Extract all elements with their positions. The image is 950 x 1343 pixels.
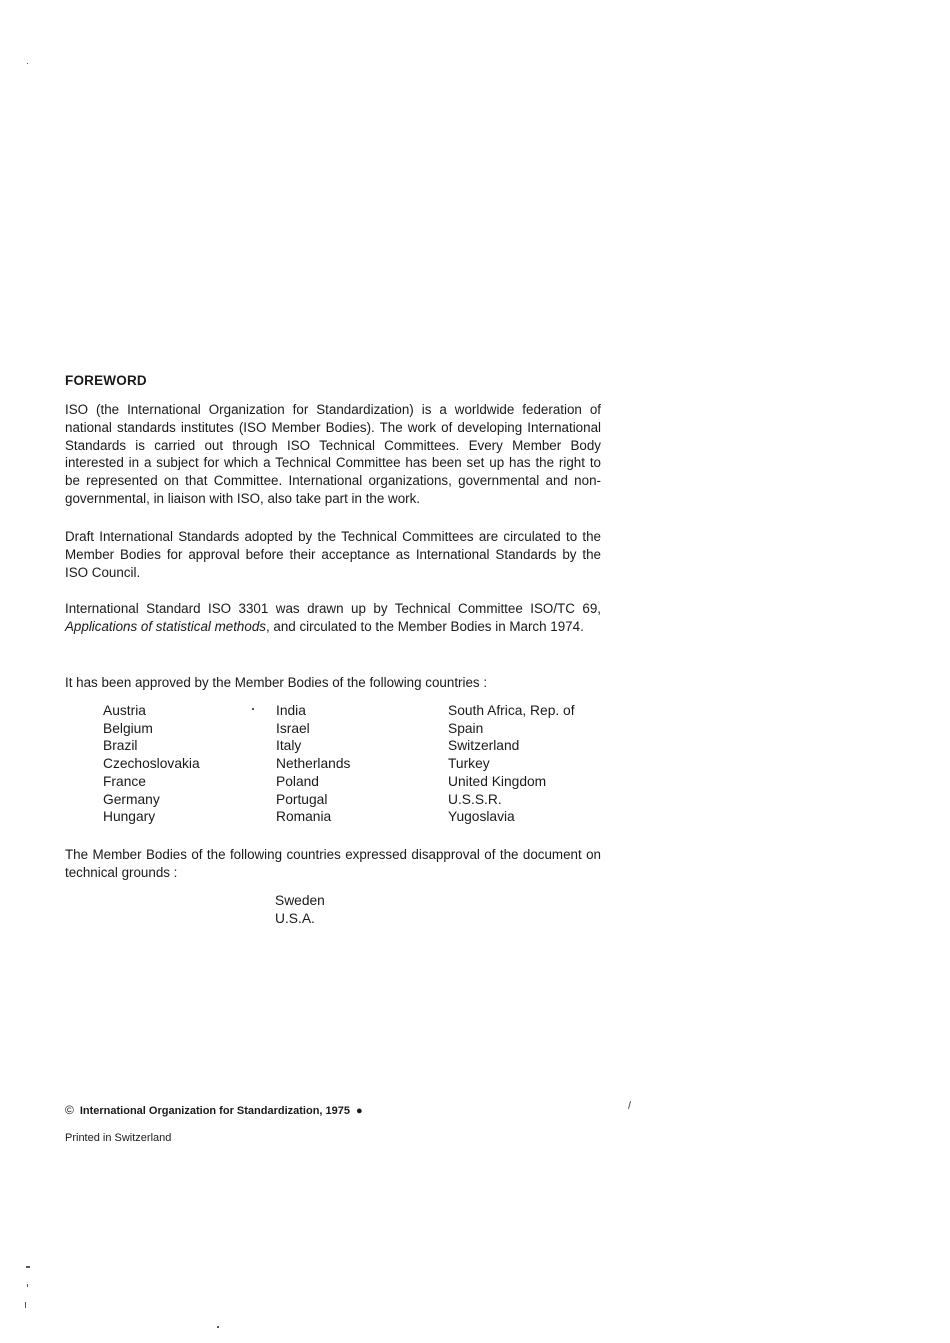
copyright-text: International Organization for Standardization, 1975 xyxy=(79,1105,350,1117)
country-item: Poland xyxy=(276,773,319,789)
printed-in-note: Printed in Switzerland xyxy=(65,1132,172,1144)
scan-speck xyxy=(628,1101,631,1109)
country-item: Sweden xyxy=(275,893,325,908)
country-item: Romania xyxy=(276,809,332,825)
country-item: South Africa, Rep. of xyxy=(448,703,575,718)
country-item: France xyxy=(103,773,146,789)
paragraph-iso-3301 xyxy=(65,600,601,636)
p3-committee-title: Applications of statistical methods xyxy=(65,618,266,634)
country-item: United Kingdom xyxy=(448,773,547,789)
paragraph-iso-intro: ISO (the International Organization for Standardization) is a worldwide federation of national standards institutes (ISO Member Bodies). The work of developing International Standards is carried out through ISO Technical Committees. Every Member Body interested in a subject for which a Technical Committee has been set up has the right to be represented on that Committee. International organizations, governmental and non-governmental, in liaison with ISO, also take part in the work. xyxy=(65,402,601,506)
foreword-heading: FOREWORD xyxy=(65,373,147,388)
country-item: Netherlands xyxy=(276,756,351,772)
country-item: India xyxy=(276,703,306,718)
disapproved-countries-list xyxy=(275,892,325,928)
paragraph-disapproval: The Member Bodies of the following countries expressed disapproval of the document on technical grounds : xyxy=(65,847,601,880)
scan-speck xyxy=(25,1302,26,1308)
country-item: U.S.A. xyxy=(275,911,315,926)
scan-speck xyxy=(27,1284,28,1287)
country-item: Austria xyxy=(103,703,146,718)
copyright-notice xyxy=(65,1103,363,1117)
country-item: U.S.S.R. xyxy=(448,791,502,807)
country-item: Israel xyxy=(276,720,310,736)
scan-speck xyxy=(217,1326,219,1328)
scan-speck xyxy=(26,1266,30,1268)
country-item: Belgium xyxy=(103,720,153,736)
scan-speck xyxy=(252,708,254,710)
approved-countries-column-1 xyxy=(103,702,200,826)
country-item: Portugal xyxy=(276,791,328,807)
country-item: Czechoslovakia xyxy=(103,756,200,772)
country-item: Yugoslavia xyxy=(448,809,515,825)
approved-countries-column-2 xyxy=(276,702,350,826)
country-item: Germany xyxy=(103,791,160,807)
country-item: Turkey xyxy=(448,756,490,772)
country-item: Hungary xyxy=(103,809,156,825)
country-item: Switzerland xyxy=(448,738,520,754)
p3-text-end: , and circulated to the Member Bodies in March 1974. xyxy=(265,618,584,634)
copyright-icon: © xyxy=(65,1103,74,1117)
paragraph-approved-intro: It has been approved by the Member Bodies of the following countries : xyxy=(65,675,488,690)
paragraph-draft-standards: Draft International Standards adopted by the Technical Committees are circulated to the Member Bodies for approval before their acceptance as International Standards by the ISO Council. xyxy=(65,529,601,580)
scan-speck xyxy=(27,63,28,64)
p3-text-start: International Standard ISO 3301 was drawn up by Technical Committee ISO/TC 69, xyxy=(65,601,601,616)
bullet-icon: ● xyxy=(356,1105,363,1117)
country-item: Italy xyxy=(276,738,302,754)
country-item: Brazil xyxy=(103,738,138,754)
approved-countries-column-3 xyxy=(448,702,575,826)
country-item: Spain xyxy=(448,720,484,736)
